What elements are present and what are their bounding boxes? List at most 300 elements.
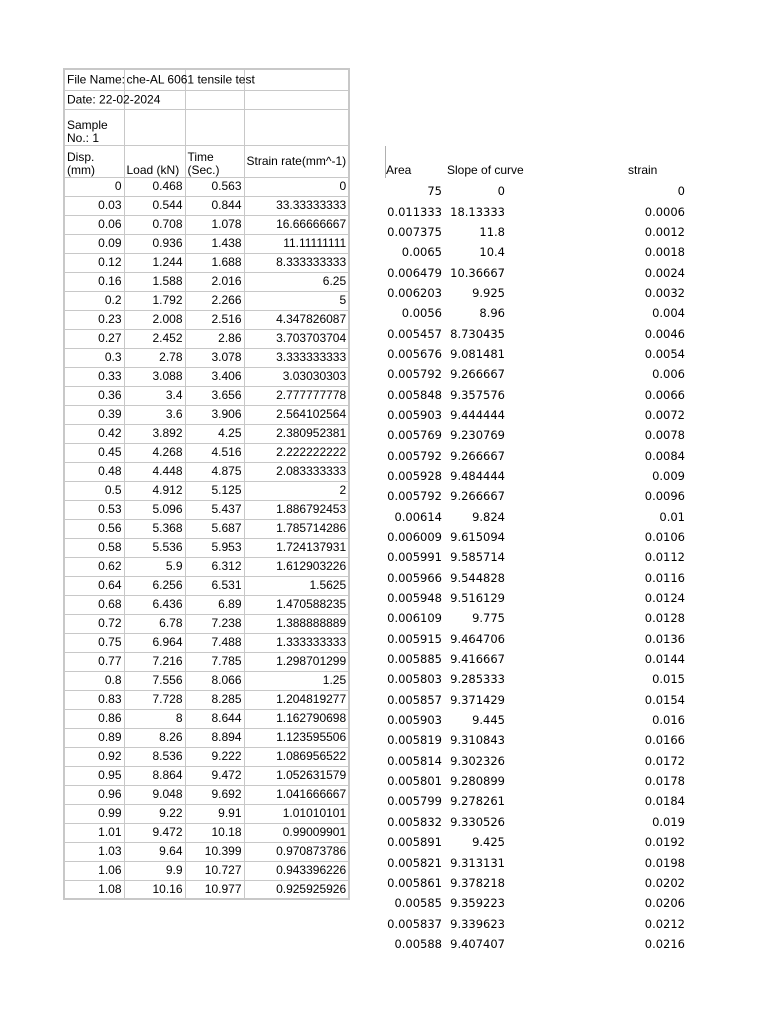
load-cell[interactable]: 3.892 (124, 424, 185, 443)
strain-cell[interactable]: 0.0078 (644, 428, 685, 443)
strain-cell[interactable]: 0.0198 (644, 855, 685, 870)
disp-cell[interactable]: 0.36 (64, 386, 124, 405)
disp-cell[interactable]: 0.3 (64, 348, 124, 367)
slope-cell[interactable]: 0 (497, 184, 505, 199)
load-cell[interactable]: 6.256 (124, 576, 185, 595)
slope-cell[interactable]: 9.359223 (450, 896, 505, 911)
table-row (64, 766, 349, 785)
slope-cell[interactable]: 9.266667 (450, 367, 505, 382)
area-cell[interactable]: 0.011333 (387, 204, 442, 219)
slope-cell[interactable]: 9.081481 (450, 346, 505, 361)
slope-cell[interactable]: 11.8 (479, 224, 505, 239)
load-cell[interactable]: 10.16 (124, 880, 185, 899)
slope-cell[interactable]: 8.730435 (450, 326, 505, 341)
area-cell[interactable]: 0.005891 (387, 835, 442, 850)
area-cell[interactable]: 0.005832 (387, 814, 442, 829)
strain-cell[interactable]: 0.019 (652, 814, 685, 829)
strain-rate-cell[interactable]: 6.25 (244, 272, 349, 291)
time-cell[interactable]: 8.644 (185, 709, 244, 728)
time-cell[interactable]: 7.488 (185, 633, 244, 652)
strain-rate-cell[interactable]: 16.66666667 (244, 215, 349, 234)
load-cell[interactable]: 6.78 (124, 614, 185, 633)
strain-rate-cell[interactable]: 5 (244, 291, 349, 310)
strain-rate-cell[interactable]: 1.25 (244, 671, 349, 690)
time-cell[interactable]: 1.688 (185, 253, 244, 272)
time-cell[interactable]: 5.125 (185, 481, 244, 500)
strain-rate-cell[interactable]: 1.01010101 (244, 804, 349, 823)
load-cell[interactable]: 2.008 (124, 310, 185, 329)
disp-cell[interactable]: 1.06 (64, 861, 124, 880)
load-cell[interactable]: 1.244 (124, 253, 185, 272)
strain-rate-cell[interactable]: 1.162790698 (244, 709, 349, 728)
disp-cell[interactable]: 0.95 (64, 766, 124, 785)
disp-cell[interactable]: 0.33 (64, 367, 124, 386)
strain-rate-cell[interactable]: 0 (244, 177, 349, 196)
disp-cell[interactable]: 1.01 (64, 823, 124, 842)
strain-cell[interactable]: 0.0046 (644, 326, 685, 341)
time-cell[interactable]: 6.312 (185, 557, 244, 576)
strain-rate-cell[interactable]: 1.5625 (244, 576, 349, 595)
area-slope-strain-table (380, 181, 685, 954)
load-cell[interactable]: 8.536 (124, 747, 185, 766)
load-cell[interactable]: 1.588 (124, 272, 185, 291)
header-slope[interactable]: Slope of curve (447, 163, 524, 177)
time-cell[interactable]: 9.91 (185, 804, 244, 823)
empty-cell[interactable] (185, 90, 244, 109)
strain-cell[interactable]: 0.0006 (644, 204, 685, 219)
strain-cell[interactable]: 0.0206 (644, 896, 685, 911)
strain-rate-cell[interactable]: 2 (244, 481, 349, 500)
disp-cell[interactable]: 0.56 (64, 519, 124, 538)
header-load[interactable] (124, 145, 185, 177)
strain-rate-cell[interactable]: 1.204819277 (244, 690, 349, 709)
time-cell[interactable]: 5.953 (185, 538, 244, 557)
strain-cell[interactable]: 0.0084 (644, 448, 685, 463)
slope-cell[interactable]: 9.484444 (450, 468, 505, 483)
table-row (64, 234, 349, 253)
time-cell[interactable]: 3.656 (185, 386, 244, 405)
area-cell[interactable]: 0.006109 (387, 611, 442, 626)
table-row (64, 272, 349, 291)
strain-rate-cell[interactable]: 1.724137931 (244, 538, 349, 557)
area-cell[interactable]: 0.005803 (387, 672, 442, 687)
strain-rate-cell[interactable]: 2.777777778 (244, 386, 349, 405)
strain-cell[interactable]: 0.015 (652, 672, 685, 687)
time-cell[interactable]: 9.222 (185, 747, 244, 766)
load-cell[interactable]: 3.6 (124, 405, 185, 424)
area-cell[interactable]: 0.0056 (401, 306, 442, 321)
area-cell[interactable]: 0.005792 (387, 489, 442, 504)
disp-cell[interactable]: 0.89 (64, 728, 124, 747)
header-area[interactable]: Area (386, 163, 412, 177)
header-strain[interactable]: strain (628, 163, 658, 177)
load-cell[interactable]: 2.452 (124, 329, 185, 348)
time-cell[interactable]: 5.687 (185, 519, 244, 538)
disp-cell[interactable]: 0 (64, 177, 124, 196)
table-row (64, 519, 349, 538)
slope-cell[interactable]: 9.313131 (450, 855, 505, 870)
load-cell[interactable]: 2.78 (124, 348, 185, 367)
slope-cell[interactable]: 9.464706 (450, 631, 505, 646)
strain-rate-cell[interactable]: 1.612903226 (244, 557, 349, 576)
strain-cell[interactable]: 0 (677, 184, 685, 199)
slope-cell[interactable]: 9.925 (472, 285, 505, 300)
area-cell[interactable]: 0.00588 (394, 936, 442, 951)
time-cell[interactable]: 2.86 (185, 329, 244, 348)
area-cell[interactable]: 0.005928 (387, 468, 442, 483)
area-cell[interactable]: 0.005848 (387, 387, 442, 402)
slope-cell[interactable]: 9.445 (472, 713, 505, 728)
strain-cell[interactable]: 0.016 (652, 713, 685, 728)
strain-cell[interactable]: 0.004 (652, 306, 685, 321)
sample-line1: Sample (67, 117, 108, 132)
slope-cell[interactable]: 8.96 (479, 306, 505, 321)
strain-rate-cell[interactable]: 2.380952381 (244, 424, 349, 443)
strain-cell[interactable]: 0.0184 (644, 794, 685, 809)
slope-cell[interactable]: 9.339623 (450, 916, 505, 931)
load-cell[interactable]: 0.544 (124, 196, 185, 215)
disp-cell[interactable]: 0.68 (64, 595, 124, 614)
slope-cell[interactable]: 9.416667 (450, 652, 505, 667)
strain-rate-cell[interactable]: 1.333333333 (244, 633, 349, 652)
area-cell[interactable]: 0.005819 (387, 733, 442, 748)
time-cell[interactable]: 6.89 (185, 595, 244, 614)
strain-cell[interactable]: 0.0212 (644, 916, 685, 931)
time-cell[interactable]: 2.516 (185, 310, 244, 329)
time-cell[interactable]: 1.438 (185, 234, 244, 253)
disp-cell[interactable]: 0.99 (64, 804, 124, 823)
strain-cell[interactable]: 0.0128 (644, 611, 685, 626)
time-cell[interactable]: 10.727 (185, 861, 244, 880)
disp-cell[interactable]: 0.09 (64, 234, 124, 253)
strain-cell[interactable]: 0.0066 (644, 387, 685, 402)
disp-cell[interactable]: 0.23 (64, 310, 124, 329)
strain-rate-cell[interactable]: 1.785714286 (244, 519, 349, 538)
area-cell[interactable]: 0.005801 (387, 774, 442, 789)
table-row (64, 253, 349, 272)
slope-cell[interactable]: 9.357576 (450, 387, 505, 402)
area-cell[interactable]: 0.007375 (387, 224, 442, 239)
strain-cell[interactable]: 0.0024 (644, 265, 685, 280)
slope-cell[interactable]: 10.36667 (450, 265, 505, 280)
area-cell[interactable]: 0.005792 (387, 448, 442, 463)
disp-cell[interactable]: 0.75 (64, 633, 124, 652)
strain-rate-cell[interactable]: 3.333333333 (244, 348, 349, 367)
strain-cell[interactable]: 0.01 (659, 509, 685, 524)
slope-cell[interactable]: 9.516129 (450, 591, 505, 606)
strain-rate-cell[interactable]: 0.943396226 (244, 861, 349, 880)
area-cell[interactable]: 0.005966 (387, 570, 442, 585)
disp-cell[interactable]: 0.53 (64, 500, 124, 519)
empty-cell[interactable] (185, 109, 244, 145)
slope-cell[interactable]: 9.824 (472, 509, 505, 524)
load-cell[interactable]: 9.22 (124, 804, 185, 823)
area-cell[interactable]: 0.006203 (387, 285, 442, 300)
strain-cell[interactable]: 0.0178 (644, 774, 685, 789)
time-cell[interactable]: 9.472 (185, 766, 244, 785)
load-cell[interactable]: 5.368 (124, 519, 185, 538)
file-name-value-cell[interactable] (124, 69, 255, 90)
load-cell[interactable]: 9.472 (124, 823, 185, 842)
area-cell[interactable]: 0.00585 (394, 896, 442, 911)
area-cell[interactable]: 0.005799 (387, 794, 442, 809)
load-cell[interactable]: 6.436 (124, 595, 185, 614)
area-cell[interactable]: 0.006009 (387, 530, 442, 545)
strain-cell[interactable]: 0.0216 (644, 936, 685, 951)
table-row (64, 880, 349, 899)
time-cell[interactable]: 8.285 (185, 690, 244, 709)
slope-cell[interactable]: 9.285333 (450, 672, 505, 687)
slope-cell[interactable]: 10.4 (479, 245, 505, 260)
disp-cell[interactable]: 0.48 (64, 462, 124, 481)
load-cell[interactable]: 7.556 (124, 671, 185, 690)
strain-rate-cell[interactable]: 3.703703704 (244, 329, 349, 348)
time-cell[interactable]: 2.266 (185, 291, 244, 310)
time-cell[interactable]: 9.692 (185, 785, 244, 804)
disp-cell[interactable]: 0.77 (64, 652, 124, 671)
area-cell[interactable]: 0.005457 (387, 326, 442, 341)
load-cell[interactable]: 7.216 (124, 652, 185, 671)
time-cell[interactable]: 4.516 (185, 443, 244, 462)
strain-rate-cell[interactable]: 1.886792453 (244, 500, 349, 519)
area-cell[interactable]: 0.005814 (387, 753, 442, 768)
load-cell[interactable]: 3.088 (124, 367, 185, 386)
disp-cell[interactable]: 0.62 (64, 557, 124, 576)
area-cell[interactable]: 0.005903 (387, 713, 442, 728)
area-cell[interactable]: 0.006479 (387, 265, 442, 280)
strain-cell[interactable]: 0.0192 (644, 835, 685, 850)
disp-cell[interactable]: 0.8 (64, 671, 124, 690)
time-cell[interactable]: 10.18 (185, 823, 244, 842)
strain-cell[interactable]: 0.0116 (644, 570, 685, 585)
header-time[interactable] (185, 145, 244, 177)
disp-cell[interactable]: 0.96 (64, 785, 124, 804)
load-cell[interactable]: 9.64 (124, 842, 185, 861)
strain-cell[interactable]: 0.0096 (644, 489, 685, 504)
disp-cell[interactable]: 0.58 (64, 538, 124, 557)
time-cell[interactable]: 6.531 (185, 576, 244, 595)
slope-cell[interactable]: 9.230769 (450, 428, 505, 443)
time-cell[interactable]: 10.399 (185, 842, 244, 861)
load-cell[interactable]: 5.536 (124, 538, 185, 557)
disp-cell[interactable]: 0.92 (64, 747, 124, 766)
area-cell[interactable]: 0.005676 (387, 346, 442, 361)
load-cell[interactable]: 0.468 (124, 177, 185, 196)
slope-cell[interactable]: 9.615094 (450, 530, 505, 545)
strain-rate-cell[interactable]: 33.33333333 (244, 196, 349, 215)
disp-cell[interactable]: 1.03 (64, 842, 124, 861)
file-name-label-cell[interactable] (64, 69, 124, 90)
strain-cell[interactable]: 0.009 (652, 468, 685, 483)
strain-cell[interactable]: 0.0202 (644, 875, 685, 890)
strain-rate-cell[interactable]: 1.086956522 (244, 747, 349, 766)
time-cell[interactable]: 2.016 (185, 272, 244, 291)
strain-cell[interactable]: 0.006 (652, 367, 685, 382)
header-time-line2: (Sec.) (187, 162, 220, 177)
time-cell[interactable]: 3.078 (185, 348, 244, 367)
slope-cell[interactable]: 9.310843 (450, 733, 505, 748)
empty-cell[interactable] (244, 69, 349, 90)
time-cell[interactable]: 10.977 (185, 880, 244, 899)
table-row (380, 852, 685, 872)
load-cell[interactable]: 3.4 (124, 386, 185, 405)
strain-rate-cell[interactable]: 4.347826087 (244, 310, 349, 329)
area-cell[interactable]: 0.005857 (387, 692, 442, 707)
slope-cell[interactable]: 9.585714 (450, 550, 505, 565)
load-cell[interactable]: 0.936 (124, 234, 185, 253)
empty-cell[interactable] (124, 109, 185, 145)
strain-rate-cell[interactable]: 1.470588235 (244, 595, 349, 614)
load-cell[interactable]: 0.708 (124, 215, 185, 234)
strain-rate-cell[interactable]: 2.083333333 (244, 462, 349, 481)
time-cell[interactable]: 7.785 (185, 652, 244, 671)
area-cell[interactable]: 0.005861 (387, 875, 442, 890)
table-row (64, 785, 349, 804)
strain-cell[interactable]: 0.0054 (644, 346, 685, 361)
strain-rate-cell[interactable]: 2.222222222 (244, 443, 349, 462)
disp-cell[interactable]: 0.06 (64, 215, 124, 234)
strain-cell[interactable]: 0.0166 (644, 733, 685, 748)
slope-cell[interactable]: 9.444444 (450, 407, 505, 422)
empty-cell[interactable] (244, 90, 349, 109)
time-cell[interactable]: 7.238 (185, 614, 244, 633)
strain-cell[interactable]: 0.0144 (644, 652, 685, 667)
slope-cell[interactable]: 9.302326 (450, 753, 505, 768)
date-cell[interactable] (64, 90, 161, 109)
disp-cell[interactable]: 0.03 (64, 196, 124, 215)
strain-cell[interactable]: 0.0136 (644, 631, 685, 646)
strain-cell[interactable]: 0.0172 (644, 753, 685, 768)
load-cell[interactable]: 8.864 (124, 766, 185, 785)
table-row (380, 283, 685, 303)
load-cell[interactable]: 7.728 (124, 690, 185, 709)
header-strain-rate[interactable] (244, 145, 349, 177)
load-cell[interactable]: 8.26 (124, 728, 185, 747)
load-cell[interactable]: 4.448 (124, 462, 185, 481)
load-cell[interactable]: 5.096 (124, 500, 185, 519)
slope-cell[interactable]: 9.775 (472, 611, 505, 626)
area-cell[interactable]: 0.005903 (387, 407, 442, 422)
disp-cell[interactable]: 0.86 (64, 709, 124, 728)
strain-cell[interactable]: 0.0112 (644, 550, 685, 565)
strain-cell[interactable]: 0.0032 (644, 285, 685, 300)
time-cell[interactable]: 8.894 (185, 728, 244, 747)
slope-cell[interactable]: 9.266667 (450, 448, 505, 463)
disp-cell[interactable]: 0.27 (64, 329, 124, 348)
slope-cell[interactable]: 18.13333 (450, 204, 505, 219)
load-cell[interactable]: 5.9 (124, 557, 185, 576)
strain-rate-cell[interactable]: 1.388888889 (244, 614, 349, 633)
area-cell[interactable]: 0.005821 (387, 855, 442, 870)
disp-cell[interactable]: 0.42 (64, 424, 124, 443)
area-cell[interactable]: 0.005991 (387, 550, 442, 565)
slope-cell[interactable]: 9.407407 (450, 936, 505, 951)
slope-cell[interactable]: 9.378218 (450, 875, 505, 890)
load-cell[interactable]: 4.912 (124, 481, 185, 500)
disp-cell[interactable]: 0.64 (64, 576, 124, 595)
strain-rate-cell[interactable]: 8.333333333 (244, 253, 349, 272)
area-cell[interactable]: 0.005769 (387, 428, 442, 443)
strain-cell[interactable]: 0.0012 (644, 224, 685, 239)
strain-rate-cell[interactable]: 0.99009901 (244, 823, 349, 842)
time-cell[interactable]: 4.875 (185, 462, 244, 481)
strain-rate-cell[interactable]: 11.11111111 (244, 234, 349, 253)
strain-cell[interactable]: 0.0106 (644, 530, 685, 545)
disp-cell[interactable]: 0.45 (64, 443, 124, 462)
load-cell[interactable]: 4.268 (124, 443, 185, 462)
file-name-value: che-AL 6061 tensile test (126, 72, 255, 87)
load-cell[interactable]: 9.9 (124, 861, 185, 880)
disp-cell[interactable]: 0.39 (64, 405, 124, 424)
strain-rate-cell[interactable]: 1.123595506 (244, 728, 349, 747)
time-cell[interactable]: 0.563 (185, 177, 244, 196)
load-cell[interactable]: 8 (124, 709, 185, 728)
area-cell[interactable]: 0.005948 (387, 591, 442, 606)
area-cell[interactable]: 0.005885 (387, 652, 442, 667)
time-cell[interactable]: 1.078 (185, 215, 244, 234)
table-row (64, 614, 349, 633)
empty-cell[interactable] (244, 109, 349, 145)
disp-cell[interactable]: 1.08 (64, 880, 124, 899)
strain-cell[interactable]: 0.0072 (644, 407, 685, 422)
strain-rate-cell[interactable]: 2.564102564 (244, 405, 349, 424)
header-disp[interactable] (64, 145, 124, 177)
slope-cell[interactable]: 9.371429 (450, 692, 505, 707)
strain-rate-cell[interactable]: 1.041666667 (244, 785, 349, 804)
strain-rate-cell[interactable]: 1.298701299 (244, 652, 349, 671)
slope-cell[interactable]: 9.544828 (450, 570, 505, 585)
strain-cell[interactable]: 0.0154 (644, 692, 685, 707)
table-row (64, 690, 349, 709)
time-cell[interactable]: 3.906 (185, 405, 244, 424)
strain-rate-cell[interactable]: 0.970873786 (244, 842, 349, 861)
load-cell[interactable]: 1.792 (124, 291, 185, 310)
area-cell[interactable]: 75 (427, 184, 442, 199)
sample-cell[interactable] (64, 109, 124, 145)
time-cell[interactable]: 8.066 (185, 671, 244, 690)
area-cell[interactable]: 0.005837 (387, 916, 442, 931)
strain-rate-cell[interactable]: 0.925925926 (244, 880, 349, 899)
area-cell[interactable]: 0.005915 (387, 631, 442, 646)
disp-cell[interactable]: 0.5 (64, 481, 124, 500)
slope-cell[interactable]: 9.278261 (450, 794, 505, 809)
strain-cell[interactable]: 0.0124 (644, 591, 685, 606)
disp-cell[interactable]: 0.12 (64, 253, 124, 272)
slope-cell[interactable]: 9.425 (472, 835, 505, 850)
time-cell[interactable]: 3.406 (185, 367, 244, 386)
table-row (380, 181, 685, 201)
disp-cell[interactable]: 0.83 (64, 690, 124, 709)
slope-cell[interactable]: 9.330526 (450, 814, 505, 829)
area-cell[interactable]: 0.005792 (387, 367, 442, 382)
load-cell[interactable]: 6.964 (124, 633, 185, 652)
time-cell[interactable]: 5.437 (185, 500, 244, 519)
table-row (380, 629, 685, 649)
strain-rate-cell[interactable]: 3.03030303 (244, 367, 349, 386)
disp-cell[interactable]: 0.16 (64, 272, 124, 291)
strain-cell[interactable]: 0.0018 (644, 245, 685, 260)
time-cell[interactable]: 0.844 (185, 196, 244, 215)
disp-cell[interactable]: 0.72 (64, 614, 124, 633)
slope-cell[interactable]: 9.266667 (450, 489, 505, 504)
strain-rate-cell[interactable]: 1.052631579 (244, 766, 349, 785)
disp-cell[interactable]: 0.2 (64, 291, 124, 310)
load-cell[interactable]: 9.048 (124, 785, 185, 804)
area-cell[interactable]: 0.0065 (401, 245, 442, 260)
slope-cell[interactable]: 9.280899 (450, 774, 505, 789)
area-cell[interactable]: 0.00614 (394, 509, 442, 524)
time-cell[interactable]: 4.25 (185, 424, 244, 443)
